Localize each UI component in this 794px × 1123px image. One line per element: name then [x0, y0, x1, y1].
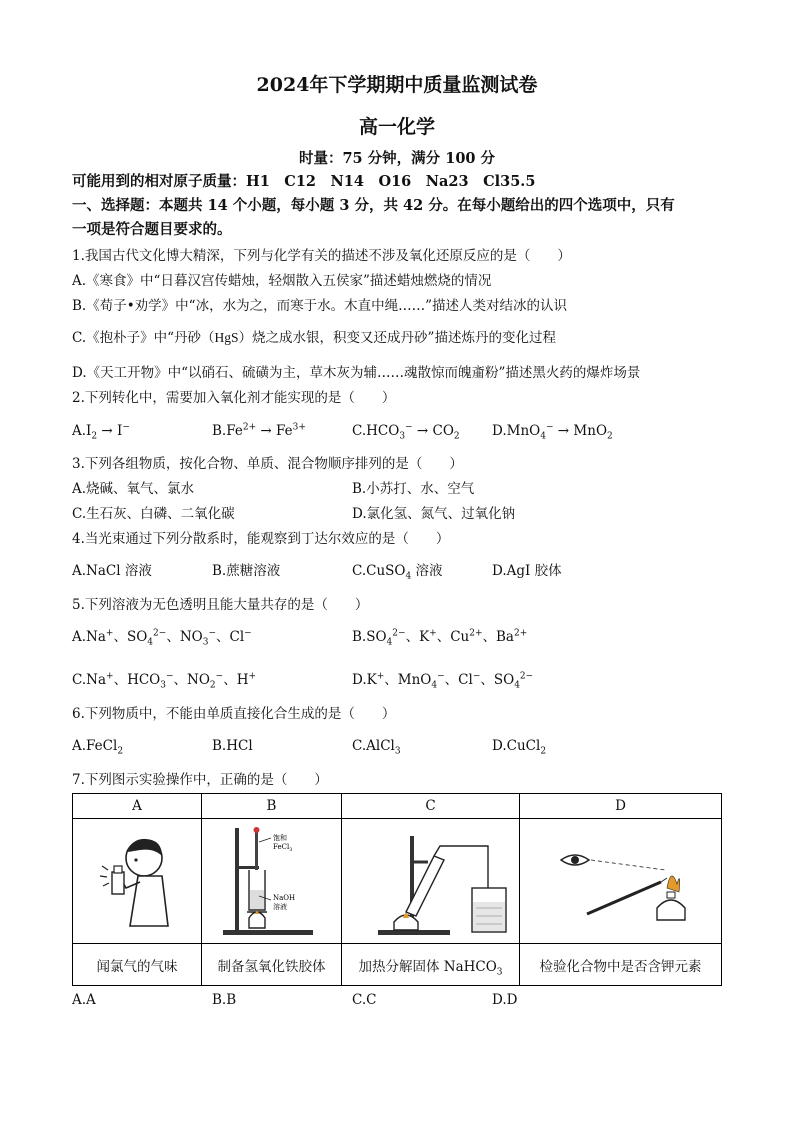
q7-answer-c: C.C [352, 992, 377, 1008]
q3-stem: 3.下列各组物质，按化合物、单质、混合物顺序排列的是（ ） [72, 456, 463, 472]
q4-stem: 4.当光束通过下列分散系时，能观察到丁达尔效应的是（ ） [72, 531, 450, 547]
q2-option-c: $C.HCO_3^- \to CO_2$ [352, 422, 460, 442]
option-label: C. [72, 672, 87, 688]
q4-option-a: A.NaCl 溶液 [72, 563, 152, 579]
ion-formula: $Ba^{2+}$ [496, 628, 528, 645]
q1-option-b: B.《荀子•劝学》中“冰，水为之，而寒于水。木直中绳……”描述人类对结冰的认识 [72, 298, 567, 314]
subject-title: 高一化学 [358, 116, 435, 138]
table-image-row [73, 819, 722, 944]
section-heading-line2: 一项是符合题目要求的。 [72, 221, 232, 238]
figure-a-cell [73, 819, 202, 944]
q3-option-c: C.生石灰、白磷、二氧化碳 [72, 506, 235, 522]
ion-formula: $HCO_3^-$ [127, 671, 174, 691]
q7-answer-b: B.B [212, 992, 237, 1008]
q6-stem: 6.下列物质中，不能由单质直接化合生成的是（ ） [72, 706, 396, 722]
figure-b-colloid-setup [209, 822, 334, 940]
option-label: A. [72, 629, 87, 645]
q6-option-b: B.HCl [212, 738, 253, 754]
q4-option-c: C.CuSO$_4$ 溶液 [352, 563, 443, 582]
figure-a-smelling-gas [82, 826, 192, 936]
label-solution: 溶液 [273, 903, 287, 911]
ion-formula: Na+ [86, 628, 114, 645]
ion-formula: $NO_3^-$ [179, 628, 216, 648]
q3-option-a: A.烧碱、氧气、氯水 [72, 481, 195, 497]
q7-answer-d: D.D [492, 992, 518, 1008]
ion-separator: 、 [173, 672, 188, 688]
ion-formula: K+ [419, 628, 437, 645]
caption-c: 加热分解固体 NaHCO$_3$ [342, 944, 520, 986]
q2-option-a: $A.I_2 \to I^-$ [72, 422, 130, 442]
q7-answer-a: A.A [72, 992, 96, 1008]
q5-option-d [352, 671, 533, 689]
q3-option-b: B.小苏打、水、空气 [352, 481, 475, 497]
ion-separator: 、 [113, 672, 128, 688]
ion-formula: Cl− [458, 671, 481, 688]
q2-option-d: D.MnO$_4$− → MnO$_2$ [492, 422, 613, 442]
figure-c-cell [342, 819, 520, 944]
ion-separator: 、 [166, 629, 180, 645]
q6-option-c: C.AlCl$_3$ [352, 738, 401, 757]
ion-formula: MnO$_4$− [397, 671, 445, 691]
q5-stem: 5.下列溶液为无色透明且能大量共存的是（ ） [72, 597, 369, 613]
q4-option-b: B.蔗糖溶液 [212, 563, 281, 579]
section-heading-line1: 一、选择题：本题共 14 个小题，每小题 3 分，共 42 分。在每小题给出的四个选项中，只有 [72, 197, 675, 214]
ion-formula: $SO_4^{2-}$ [126, 628, 167, 648]
header-cell-d: D [520, 794, 722, 819]
table-caption-row [73, 944, 722, 986]
ion-separator: 、 [444, 672, 459, 688]
q1-option-c [72, 329, 556, 347]
header-cell-c: C [342, 794, 520, 819]
figure-d-flame-test [531, 826, 711, 936]
q1-c-formula: HgS [214, 330, 239, 345]
header-cell-a: A [73, 794, 202, 819]
q6-option-a: A.FeCl$_2$ [72, 738, 124, 757]
q1-option-a: A.《寒食》中“日暮汉宫传蜡烛，轻烟散入五侯家”描述蜡烛燃烧的情况 [72, 273, 492, 289]
q7-experiment-table [72, 793, 722, 986]
time-info: 时量：75 分钟，满分 100 分 [298, 150, 496, 167]
exam-title: 2024年下学期期中质量监测试卷 [256, 74, 538, 96]
figure-c-heating-setup [348, 822, 513, 940]
figure-b-cell [202, 819, 342, 944]
q1-c-pre: C.《抱朴子》中“丹砂（ [72, 330, 215, 346]
ion-separator: 、 [384, 672, 398, 688]
q5-option-a [72, 628, 252, 646]
header-cell-b: B [202, 794, 342, 819]
q5-option-b [352, 628, 527, 646]
ion-formula: $NO_2^-$ [187, 671, 224, 691]
q2-stem: 2.下列转化中，需要加入氧化剂才能实现的是（ ） [72, 390, 396, 406]
q6-option-d: D.CuCl$_2$ [492, 738, 547, 757]
ion-formula: Cl− [229, 628, 252, 645]
label-naoh: NaOH [273, 894, 296, 902]
caption-b: 制备氢氧化铁胶体 [202, 944, 342, 986]
ion-separator: 、 [215, 629, 230, 645]
option-label: D. [352, 672, 367, 688]
q1-stem: 1.我国古代文化博大精深，下列与化学有关的描述不涉及氧化还原反应的是（ ） [72, 248, 571, 264]
ion-separator: 、 [113, 629, 127, 645]
q1-c-post: ）烧之成水银，积变又还成丹砂”描述炼丹的变化过程 [238, 330, 556, 346]
ion-separator: 、 [223, 672, 237, 688]
caption-d: 检验化合物中是否含钾元素 [520, 944, 722, 986]
ion-separator: 、 [436, 629, 451, 645]
ion-separator: 、 [482, 629, 497, 645]
option-label: B. [352, 629, 367, 645]
label-saturated: 饱和 [273, 834, 287, 842]
ion-formula: $Cu^{2+}$ [450, 628, 483, 645]
q2-option-b: $B.Fe^{2+} \to Fe^{3+}$ [212, 422, 306, 439]
ion-formula: H+ [236, 671, 257, 688]
ion-separator: 、 [480, 672, 494, 688]
ion-separator: 、 [405, 629, 420, 645]
atomic-masses: 可能用到的相对原子质量：H1 C12 N14 O16 Na23 Cl35.5 [72, 173, 536, 190]
label-fecl3: FeCl$_3$ [273, 843, 293, 853]
ion-formula: K+ [366, 671, 385, 688]
q4-option-d: D.AgI 胶体 [492, 563, 562, 579]
table-header-row [73, 794, 722, 819]
ion-formula: Na+ [86, 671, 114, 688]
caption-a: 闻氯气的气味 [73, 944, 202, 986]
q1-option-d: D.《天工开物》中“以硝石、硫磺为主，草木灰为辅……魂散惊而魄齑粉”描述黑火药的爆炸场景 [72, 365, 641, 381]
figure-d-cell [520, 819, 722, 944]
q5-option-c [72, 671, 256, 689]
ion-formula: $SO_4^{2-}$ [493, 671, 534, 691]
ion-formula: $SO_4^{2-}$ [366, 628, 406, 648]
q3-option-d: D.氯化氢、氮气、过氧化钠 [352, 506, 516, 522]
q7-stem: 7.下列图示实验操作中，正确的是（ ） [72, 772, 328, 788]
